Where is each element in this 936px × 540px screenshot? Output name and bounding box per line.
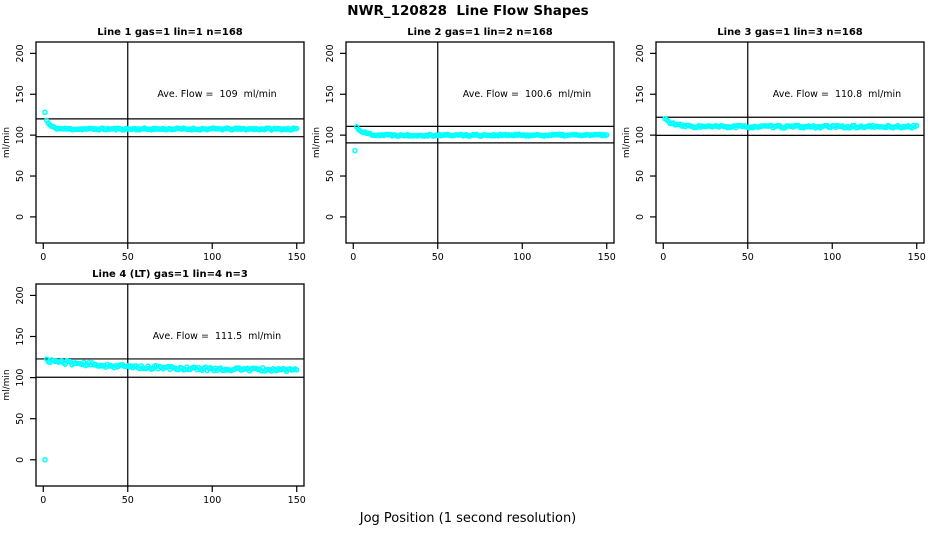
y-tick-label: 100 [635, 126, 646, 145]
y-tick-label: 100 [15, 126, 26, 145]
panel-1 [2, 27, 306, 263]
panel-title: Line 2 gas=1 lin=2 n=168 [407, 27, 553, 38]
data-point [43, 458, 47, 462]
data-points [43, 110, 299, 132]
y-tick-label: 200 [635, 44, 646, 63]
x-tick-label: 0 [660, 252, 667, 263]
x-tick-label: 150 [907, 252, 926, 263]
x-tick-label: 50 [431, 252, 444, 263]
plot-box [36, 284, 304, 486]
y-tick-label: 0 [325, 213, 336, 220]
y-tick-label: 200 [15, 44, 26, 63]
x-tick-label: 50 [121, 495, 134, 506]
ave-flow-label: Ave. Flow = 100.6 ml/min [462, 89, 592, 100]
y-tick-label: 50 [635, 169, 646, 183]
y-tick-label: 150 [325, 85, 336, 104]
panel-title: Line 3 gas=1 lin=3 n=168 [717, 27, 863, 38]
y-tick-label: 100 [325, 126, 336, 145]
plot-box [36, 42, 304, 243]
data-point [353, 149, 357, 153]
x-tick-label: 0 [40, 495, 47, 506]
x-tick-label: 150 [597, 252, 616, 263]
panel-4 [2, 269, 306, 506]
y-tick-label: 50 [15, 412, 26, 425]
x-tick-label: 50 [121, 252, 134, 263]
x-tick-label: 150 [287, 252, 306, 263]
x-tick-label: 100 [203, 495, 222, 506]
y-tick-label: 50 [15, 169, 26, 183]
y-tick-label: 0 [635, 213, 646, 220]
x-tick-label: 0 [350, 252, 357, 263]
y-tick-label: 150 [15, 327, 26, 346]
x-tick-label: 100 [513, 252, 532, 263]
panel-title: Line 1 gas=1 lin=1 n=168 [97, 27, 243, 38]
y-tick-label: 150 [15, 85, 26, 104]
y-tick-label: 0 [15, 213, 26, 220]
y-axis-unit: ml/min [2, 126, 12, 159]
x-tick-label: 0 [40, 252, 47, 263]
data-points [353, 125, 609, 153]
y-tick-label: 200 [325, 44, 336, 63]
x-tick-label: 50 [741, 252, 754, 263]
panel-3 [622, 27, 926, 263]
data-points [43, 357, 299, 462]
x-tick-label: 100 [203, 252, 222, 263]
data-point [43, 110, 47, 114]
y-tick-label: 100 [15, 368, 26, 387]
x-tick-label: 100 [823, 252, 842, 263]
y-axis-unit: ml/min [312, 126, 322, 159]
data-points [663, 117, 919, 130]
panel-2 [312, 27, 616, 263]
y-tick-label: 0 [15, 456, 26, 463]
y-tick-label: 200 [15, 286, 26, 305]
figure-title: NWR_120828 Line Flow Shapes [347, 3, 589, 19]
y-tick-label: 50 [325, 169, 336, 183]
y-axis-unit: ml/min [2, 369, 12, 401]
ave-flow-label: Ave. Flow = 111.5 ml/min [152, 331, 282, 342]
ave-flow-label: Ave. Flow = 110.8 ml/min [772, 89, 902, 100]
y-tick-label: 150 [635, 85, 646, 104]
panel-title: Line 4 (LT) gas=1 lin=4 n=3 [92, 269, 248, 280]
x-axis-label: Jog Position (1 second resolution) [359, 511, 577, 526]
ave-flow-label: Ave. Flow = 109 ml/min [157, 89, 277, 100]
x-tick-label: 150 [287, 495, 306, 506]
y-axis-unit: ml/min [622, 126, 632, 159]
plot-box [656, 42, 924, 243]
